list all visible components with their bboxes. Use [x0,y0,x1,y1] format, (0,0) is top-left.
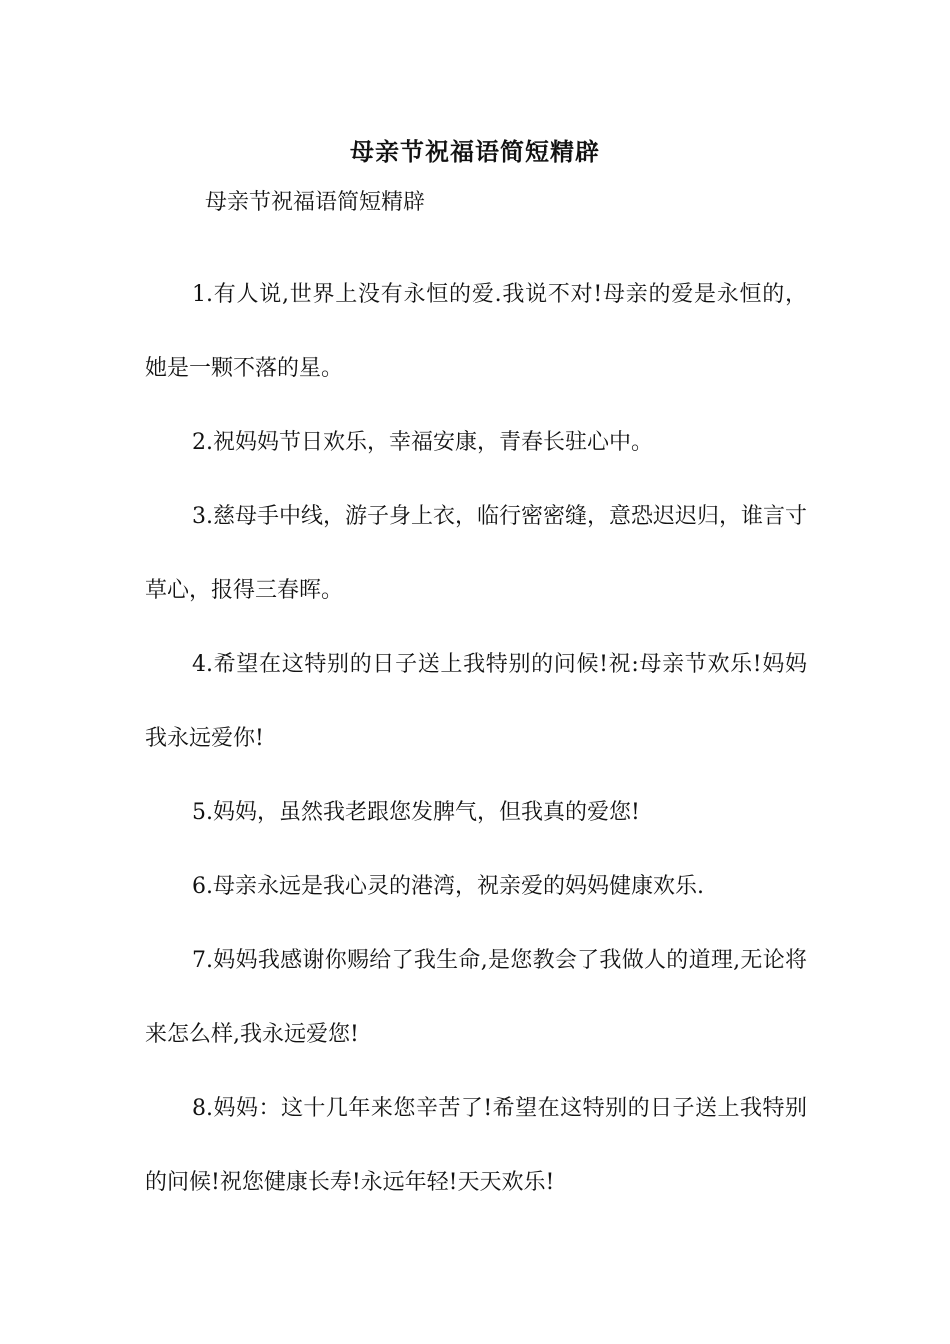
paragraph-5: 5.妈妈，虽然我老跟您发脾气，但我真的爱您! [192,800,640,825]
paragraph-3: 3.慈母手中线，游子身上衣，临行密密缝，意恐迟迟归，谁言寸草心，报得三春晖。 [145,504,807,603]
document-subtitle: 母亲节祝福语简短精辟 [205,190,426,215]
paragraph-7: 7.妈妈我感谢你赐给了我生命,是您教会了我做人的道理,无论将来怎么样,我永远爱您! [145,948,807,1047]
paragraph-4: 4.希望在这特别的日子送上我特别的问候!祝:母亲节欢乐!妈妈我永远爱你! [145,652,807,751]
paragraph-1: 1.有人说,世界上没有永恒的爱.我说不对!母亲的爱是永恒的，她是一颗不落的星。 [145,282,807,381]
paragraph-2: 2.祝妈妈节日欢乐，幸福安康，青春长驻心中。 [192,430,653,455]
paragraph-6: 6.母亲永远是我心灵的港湾，祝亲爱的妈妈健康欢乐. [192,874,704,899]
document-title: 母亲节祝福语简短精辟 [350,137,600,166]
document-body [145,258,807,1220]
paragraph-8: 8.妈妈：这十几年来您辛苦了!希望在这特别的日子送上我特别的问候!祝您健康长寿!永远年轻!天天欢乐! [145,1096,807,1195]
